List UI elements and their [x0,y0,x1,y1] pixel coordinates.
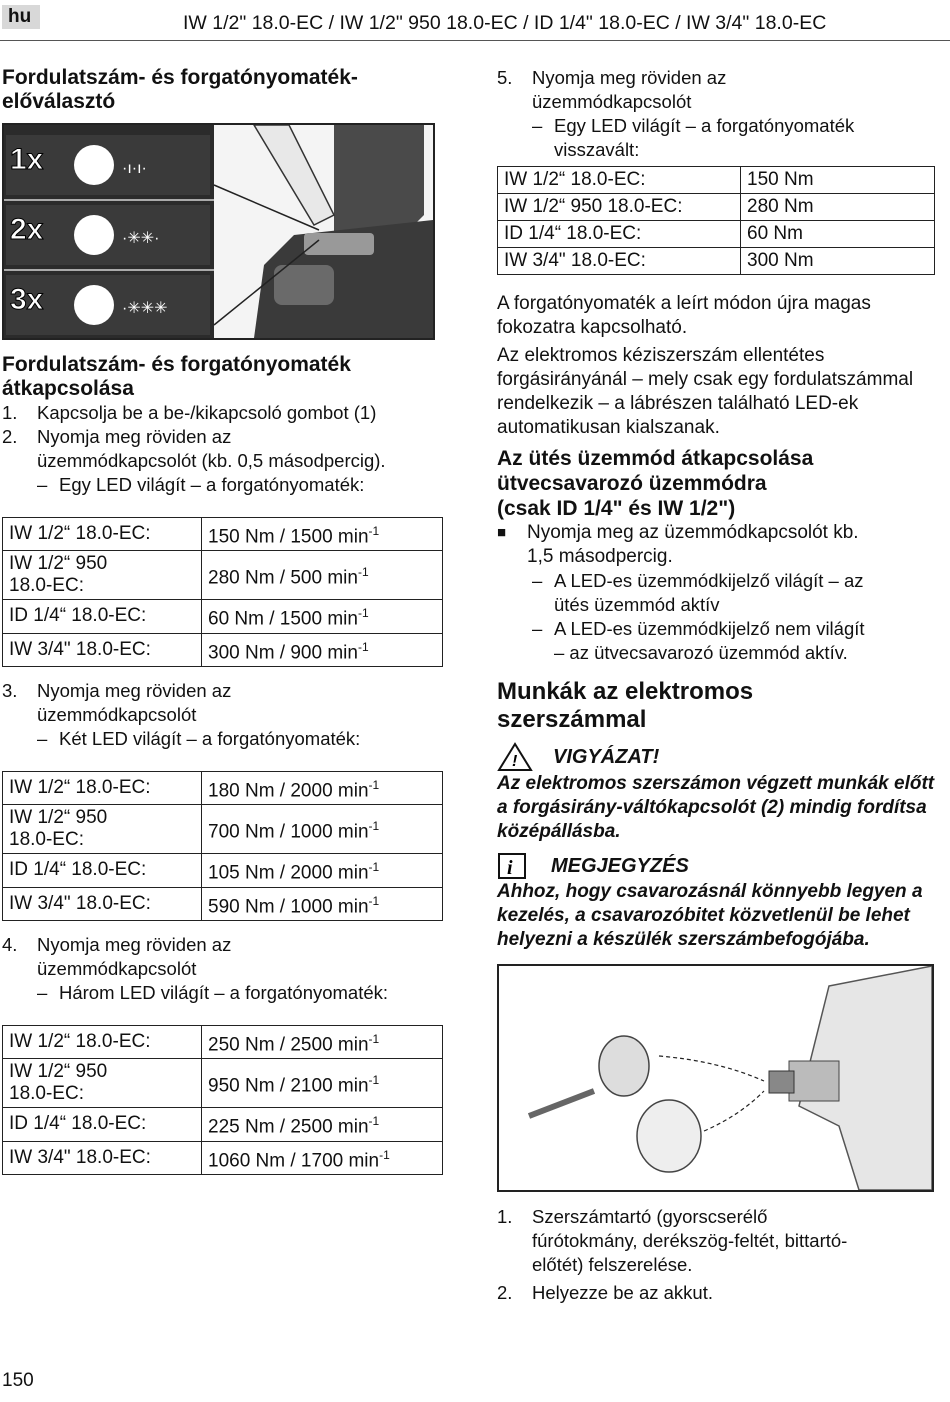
torque-table-4 [497,166,935,275]
led-selector-illustration [4,125,433,338]
dash-text: visszavált: [554,139,640,160]
step-1 [2,401,444,425]
dash-three-led [2,981,444,1005]
svg-text:i: i [507,857,513,879]
caution-row [497,742,937,772]
table-row [498,248,935,275]
svg-text:·✳✳✳: ·✳✳✳ [122,300,168,317]
dash-text: A LED-es üzemmódkijelző nem világít [554,618,865,639]
step-number [2,449,37,473]
unit-exponent: -1 [379,1147,390,1162]
left-column [2,66,444,1175]
table-row [3,600,443,633]
dash-impact-off [497,617,937,665]
impact-heading [497,446,937,521]
step-3 [2,679,444,703]
step-text: Nyomja meg röviden az [37,933,232,955]
step-text: Nyomja meg röviden az [532,67,727,88]
step-text: üzemmódkapcsolót [532,91,692,112]
dash-marker: – [37,981,48,1003]
unit-exponent: -1 [368,1073,380,1088]
value-text: 180 Nm / 2000 min [208,780,369,802]
value-text: 150 Nm [747,169,814,190]
model-cell: IW 1/2“ 18.0-EC: [3,1025,202,1058]
value-cell [202,633,443,666]
caution-text: Az elektromos szerszámon végzett munkák előtt a forgásirány-váltókapcsolót (2) mindig fordítsa középállásba. [497,773,935,842]
dash-text: Egy LED világít – a forgatónyomaték: [59,474,365,495]
final-step-1 [497,1205,937,1277]
work-heading [497,678,937,734]
value-cell [202,551,443,600]
step-4 [2,933,444,957]
value-cell [202,1025,443,1058]
bullet-text-line1: Nyomja meg az üzemmódkapcsolót kb. [527,522,859,543]
svg-text:!: ! [512,753,518,770]
value-text: 300 Nm [747,250,814,271]
step-text: üzemmódkapcsolót [37,703,197,725]
value-text: 250 Nm / 2500 min [208,1034,369,1056]
dash-one-led [2,473,444,497]
square-bullet-icon: ■ [497,524,507,541]
value-text: 60 Nm / 1500 min [208,608,358,630]
table-row [498,167,935,194]
model-cell: IW 1/2“ 950 18.0-EC: [3,551,202,600]
table-row [3,633,443,666]
model-cell: ID 1/4“ 18.0-EC: [3,1108,202,1141]
unit-exponent: -1 [368,1114,380,1129]
table-row [3,518,443,551]
unit-exponent: -1 [368,777,380,792]
table-row [498,221,935,248]
impact-heading-line1: Az ütés üzemmód átkapcsolása [497,447,814,470]
step-number: 1. [2,402,18,423]
step-number: 5. [497,67,513,88]
model-cell: IW 1/2“ 18.0-EC: [3,518,202,551]
value-cell [202,1108,443,1141]
svg-text:·✳✳·: ·✳✳· [122,230,160,247]
model-cell: IW 1/2“ 18.0-EC: [3,771,202,804]
step-2-cont [2,449,444,473]
value-text: 950 Nm / 2100 min [208,1075,369,1097]
dash-marker: – [532,618,543,639]
step-number: 4. [2,933,18,955]
table-row [498,194,935,221]
step-text: üzemmódkapcsolót [37,957,197,979]
value-text: 700 Nm / 1000 min [208,821,369,843]
step-text: Kapcsolja be a be-/kikapcsoló gombot (1) [37,402,377,423]
table-row [3,771,443,804]
value-cell [741,248,935,275]
model-cell: IW 1/2“ 950 18.0-EC: [3,1059,202,1108]
unit-exponent: -1 [357,639,369,654]
step-5 [497,66,937,90]
note-label: MEGJEGYZÉS [551,854,689,877]
torque-table-3 [2,1025,443,1175]
dash-marker: – [37,474,48,495]
dash-text: Egy LED világít – a forgatónyomaték [554,115,855,136]
paragraph-led-off: Az elektromos kéziszerszám ellentétes forgásirányánál – mely csak egy fordulatszámmal rendelkezik – a lábrészen található LED-ek automatikusan kialszanak. [497,345,914,438]
value-cell [741,167,935,194]
step-text: fúrótokmány, derékszög-feltét, bittartó- [532,1230,848,1251]
dash-text: Három LED világít – a forgatónyomaték: [59,981,389,1003]
value-cell [202,600,443,633]
value-text: 280 Nm [747,196,814,217]
value-text: 300 Nm / 900 min [208,641,358,663]
impact-heading-line2: ütvecsavarozó üzemmódra [497,472,767,495]
page-number: 150 [2,1370,34,1391]
dash-reset-cont [497,138,937,162]
step-text: üzemmódkapcsolót (kb. 0,5 másodpercig). [37,450,386,471]
torque-table-1 [2,517,443,667]
step-2 [2,425,444,449]
tool-holder-illustration [499,966,932,1190]
preselect-heading-line1: Fordulatszám- és forgatónyomaték- [2,66,358,89]
bullet-text-line2: 1,5 másodpercig. [527,546,673,567]
table-row [3,887,443,920]
step-number: 1. [497,1206,513,1227]
table-row [3,1059,443,1108]
value-text: 280 Nm / 500 min [208,567,358,589]
value-text: 105 Nm / 2000 min [208,862,369,884]
value-cell [202,1141,443,1174]
svg-text:·ı·ı·: ·ı·ı· [122,160,147,177]
note-row [497,852,937,880]
torque-table-2 [2,771,443,921]
warning-triangle-icon [497,742,533,772]
dash-impact-on [497,569,937,617]
unit-exponent: -1 [368,524,380,538]
label-1x: 1x [10,143,44,176]
impact-heading-line3: (csak ID 1/4" és IW 1/2") [497,497,736,520]
paragraph-reswitch: A forgatónyomaték a leírt módon újra magas fokozatra kapcsolható. [497,293,871,338]
model-cell: IW 1/2“ 950 18.0-EC: [498,194,741,221]
model-cell: IW 1/2“ 950 18.0-EC: [3,805,202,854]
step-text: Helyezze be az akkut. [532,1282,713,1303]
model-cell: ID 1/4“ 18.0-EC: [3,600,202,633]
preselect-heading [2,66,444,114]
unit-exponent: -1 [357,565,369,580]
model-cell: IW 3/4" 18.0-EC: [498,248,741,275]
dash-reset [497,114,937,138]
model-cell: IW 3/4" 18.0-EC: [3,1141,202,1174]
dash-marker: – [532,570,543,591]
switch-heading-line1: Fordulatszám- és forgatónyomaték [2,353,351,376]
note-text: Ahhoz, hogy csavarozásnál könnyebb legyen a kezelés, a csavarozóbitet közvetlenül be lehet helyezni a készülék szerszámbefogójába. [497,881,923,950]
final-step-2 [497,1281,937,1305]
dash-text: A LED-es üzemmódkijelző világít – az [554,570,864,591]
value-cell [202,854,443,887]
value-text: 225 Nm / 2500 min [208,1116,369,1138]
step-4-cont [2,957,444,981]
unit-exponent: -1 [368,819,380,834]
dash-marker: – [532,115,543,136]
step-text: Szerszámtartó (gyorscserélő [532,1206,768,1227]
value-cell [741,194,935,221]
step-number: 2. [2,426,18,447]
model-cell: IW 1/2“ 18.0-EC: [498,167,741,194]
label-3x: 3x [10,283,44,316]
table-row [3,1141,443,1174]
step-5-cont [497,90,937,114]
value-text: 1060 Nm / 1700 min [208,1149,380,1171]
value-cell [202,887,443,920]
value-text: 590 Nm / 1000 min [208,895,369,917]
caution-label: VIGYÁZAT! [553,745,660,768]
switch-heading [2,353,444,401]
unit-exponent: -1 [368,893,380,908]
label-2x: 2x [10,213,44,246]
work-heading-line2: szerszámmal [497,706,647,733]
dash-text: – az ütvecsavarozó üzemmód aktív. [554,642,848,663]
value-cell [202,518,443,551]
model-cell: IW 3/4" 18.0-EC: [3,633,202,666]
step-number: 2. [497,1282,513,1303]
language-badge: hu [2,5,40,29]
unit-exponent: -1 [368,1031,380,1046]
value-cell [202,1059,443,1108]
table-row [3,854,443,887]
work-heading-line1: Munkák az elektromos [497,678,754,705]
table-row [3,805,443,854]
header-divider [0,40,950,41]
step-3-cont [2,703,444,727]
unit-exponent: -1 [357,606,369,621]
led-selector-figure [2,123,435,340]
unit-exponent: -1 [368,860,380,875]
page-header-title: IW 1/2" 18.0-EC / IW 1/2" 950 18.0-EC / ID 1/4" 18.0-EC / IW 3/4" 18.0-EC [183,12,827,34]
value-cell [202,805,443,854]
step-number: 3. [2,679,18,701]
info-icon [497,852,527,880]
model-cell: ID 1/4“ 18.0-EC: [3,854,202,887]
preselect-heading-line2: előválasztó [2,90,116,113]
table-row [3,1025,443,1058]
value-text: 150 Nm / 1500 min [208,526,369,548]
value-text: 60 Nm [747,223,803,244]
step-text: Nyomja meg röviden az [37,679,232,701]
model-cell: ID 1/4“ 18.0-EC: [498,221,741,248]
step-text: Nyomja meg röviden az [37,426,232,447]
table-row [3,551,443,600]
value-cell [202,771,443,804]
switch-heading-line2: átkapcsolása [2,377,134,400]
model-cell: IW 3/4" 18.0-EC: [3,887,202,920]
dash-text: ütés üzemmód aktív [554,594,720,615]
dash-two-led [2,727,444,751]
dash-text: Két LED világít – a forgatónyomaték: [59,727,361,749]
right-column [497,66,937,1305]
value-cell [741,221,935,248]
dash-marker: – [37,727,48,749]
bullet-item [497,521,937,569]
table-row [3,1108,443,1141]
step-text: előtét) felszerelése. [532,1254,693,1275]
tool-holder-figure [497,964,934,1192]
